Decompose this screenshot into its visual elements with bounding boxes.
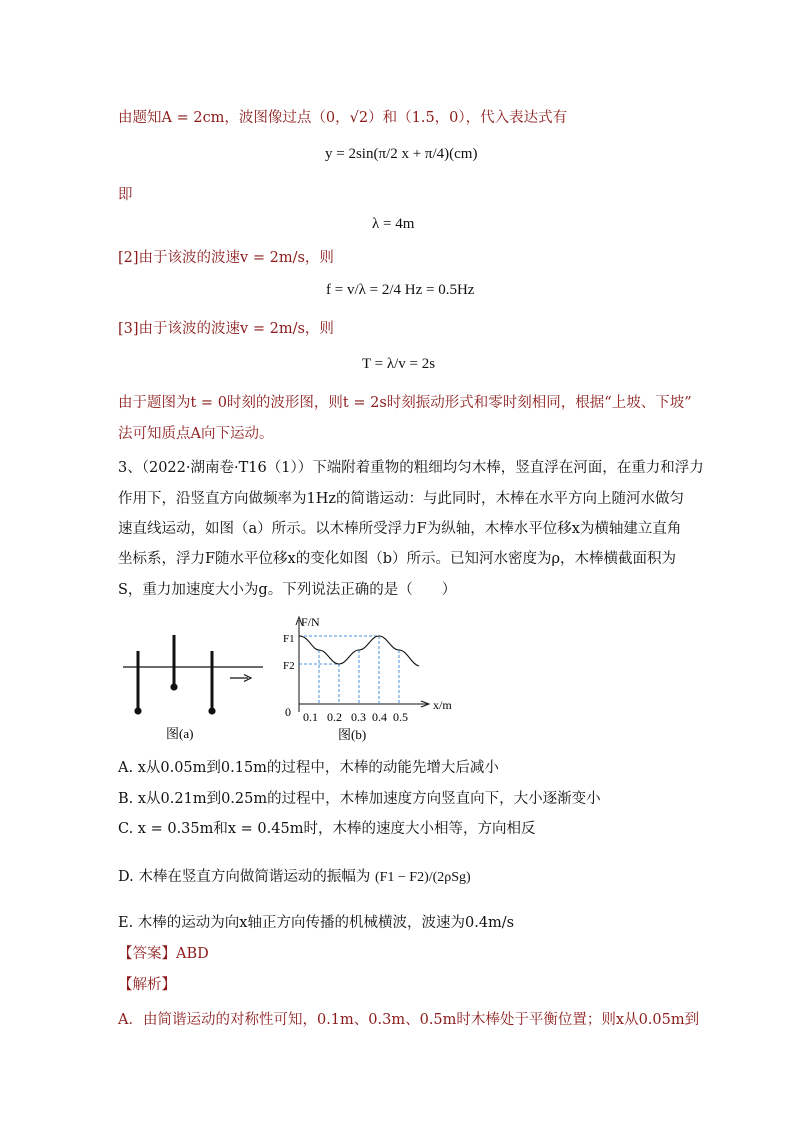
x-tick-5: 0.5 bbox=[393, 710, 408, 724]
question-line-4: 坐标系，浮力F随水平位移x的变化如图（b）所示。已知河水密度为ρ，木棒横截面积为 bbox=[118, 551, 677, 567]
solution-line-2: [2]由于该波的波速v = 2m/s，则 bbox=[118, 250, 334, 266]
x-tick-3: 0.3 bbox=[351, 710, 366, 724]
option-d bbox=[118, 867, 471, 888]
solution-line-3: [3]由于该波的波速v = 2m/s，则 bbox=[118, 321, 334, 337]
equation-wave-expression bbox=[325, 146, 477, 163]
option-b: B. x从0.21m到0.25m的过程中，木棒加速度方向竖直向下，大小逐渐变小 bbox=[118, 791, 601, 807]
solution-line-5: 法可知质点A向下运动。 bbox=[118, 426, 274, 442]
analysis-line-1: A．由简谐运动的对称性可知，0.1m、0.3m、0.5m时木棒处于平衡位置；则x从0.05m到 bbox=[118, 1012, 700, 1028]
solution-ji: 即 bbox=[118, 187, 133, 203]
equation-wave-expression-text: y = 2sin(π/2 x + π/4)(cm) bbox=[325, 146, 478, 162]
rod-2-weight bbox=[170, 683, 177, 690]
figure-b-caption: 图(b) bbox=[338, 727, 367, 742]
x-tick-2: 0.2 bbox=[327, 710, 342, 724]
solution-line-4: 由于题图为t = 0时刻的波形图，则t = 2s时刻振动形式和零时刻相同，根据“上坡、下坡” bbox=[118, 395, 692, 411]
x-axis-label: x/m bbox=[433, 698, 452, 712]
answer-label: 【答案】ABD bbox=[118, 946, 209, 962]
question-line-5: S，重力加速度大小为g。下列说法正确的是（ ） bbox=[118, 582, 457, 598]
y-axis-label: F/N bbox=[301, 615, 320, 629]
f2-label: F2 bbox=[283, 660, 295, 672]
equation-period: T = λ/v = 2s bbox=[362, 356, 436, 372]
figure-b bbox=[275, 612, 475, 747]
question-line-1: 3、（2022·湖南卷·T16（1））下端附着重物的粗细均匀木棒，竖直浮在河面，在重力和浮力 bbox=[118, 460, 704, 476]
origin-label: 0 bbox=[285, 705, 291, 719]
f1-label: F1 bbox=[283, 633, 295, 645]
x-tick-1: 0.1 bbox=[303, 710, 318, 724]
question-line-3: 速直线运动，如图（a）所示。以木棒所受浮力F为纵轴，木棒水平位移x为横轴建立直角 bbox=[118, 521, 682, 537]
equation-wavelength: λ = 4m bbox=[372, 216, 415, 232]
rod-3-weight bbox=[208, 707, 215, 714]
guide-lines bbox=[299, 636, 399, 704]
analysis-label: 【解析】 bbox=[118, 977, 176, 993]
rod-1-weight bbox=[134, 707, 141, 714]
figure-a bbox=[118, 625, 268, 745]
option-d-text: D. 木棒在竖直方向做简谐运动的振幅为 bbox=[118, 869, 371, 885]
option-c: C. x = 0.35m和x = 0.45m时，木棒的速度大小相等，方向相反 bbox=[118, 821, 536, 837]
question-line-2: 作用下，沿竖直方向做频率为1Hz的简谐运动：与此同时，木棒在水平方向上随河水做匀 bbox=[118, 491, 685, 507]
x-tick-4: 0.4 bbox=[372, 710, 387, 724]
option-e: E. 木棒的运动为向x轴正方向传播的机械横波，波速为0.4m/s bbox=[118, 915, 515, 931]
option-d-fraction: (F1 − F2)/(2ρSg) bbox=[374, 870, 471, 885]
solution-line-1: 由题知A = 2cm，波图像过点（0，√2）和（1.5，0），代入表达式有 bbox=[118, 110, 568, 126]
figure-a-caption: 图(a) bbox=[166, 726, 194, 741]
equation-frequency: f = v/λ = 2/4 Hz = 0.5Hz bbox=[326, 282, 475, 298]
option-a: A. x从0.05m到0.15m的过程中，木棒的动能先增大后减小 bbox=[118, 760, 499, 776]
